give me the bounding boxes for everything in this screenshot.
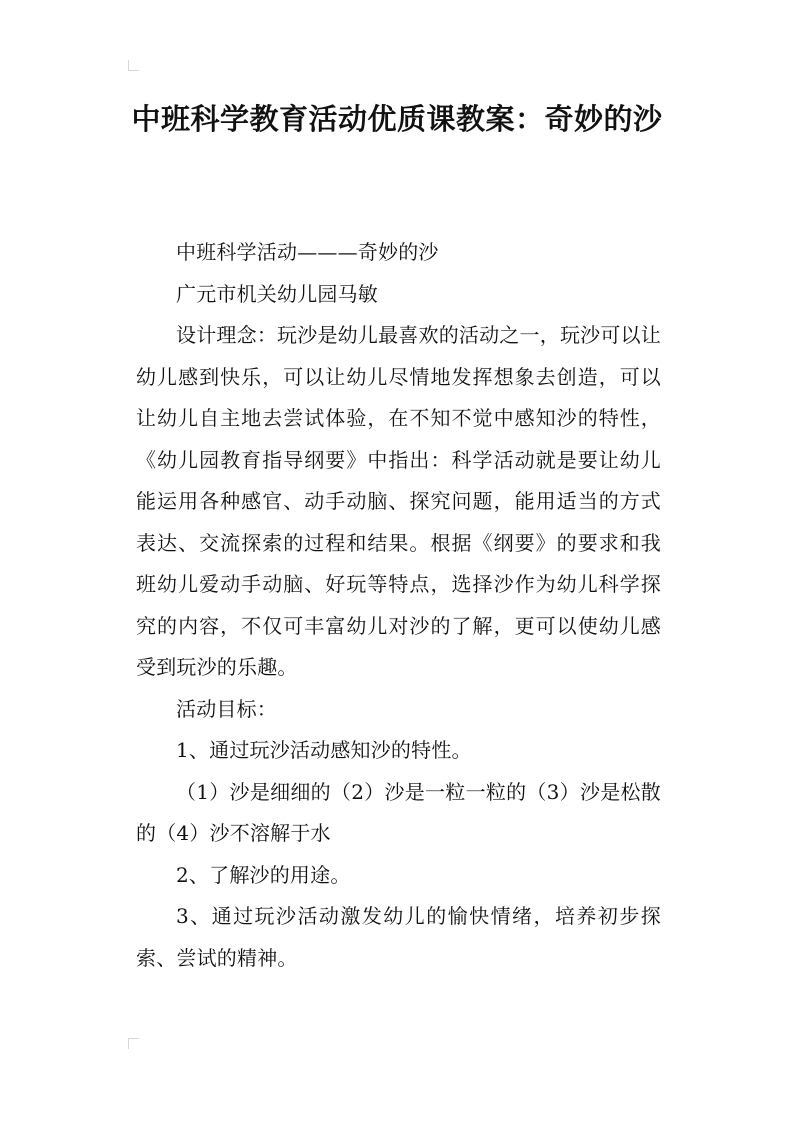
document-title: 中班科学教育活动优质课教案：奇妙的沙	[131, 102, 663, 136]
activity-heading: 中班科学活动———奇妙的沙	[176, 240, 439, 264]
crop-mark-top	[128, 60, 139, 71]
objectives-heading: 活动目标：	[176, 696, 277, 721]
objective-item-2: 2、了解沙的用途。	[176, 862, 351, 887]
objective-subitems: （1）沙是细细的（2）沙是一粒一粒的（3）沙是松散的（4）沙不溶解于水	[136, 779, 661, 845]
document-body	[136, 232, 661, 979]
design-concept-paragraph: 设计理念：玩沙是幼儿最喜欢的活动之一，玩沙可以让幼儿感到快乐，可以让幼儿尽情地发挥想象去创造，可以让幼儿自主地去尝试体验，在不知不觉中感知沙的特性，《幼儿园教育指导纲要》中指出：科学活动就是要让幼儿能运用各种感官、动手动脑、探究问题，能用适当的方式表达、交流探索的过程和结果。根据《纲要》的要求和我班幼儿爱动手动脑、好玩等特点，选择沙作为幼儿科学探究的内容，不仅可丰富幼儿对沙的了解，更可以使幼儿感受到玩沙的乐趣。	[136, 323, 661, 679]
objective-item-1: 1、通过玩沙活动感知沙的特性。	[176, 738, 472, 762]
crop-mark-bottom	[128, 1038, 139, 1049]
author-line: 广元市机关幼儿园马敏	[176, 281, 378, 306]
objective-item-3: 3、通过玩沙活动激发幼儿的愉快情绪，培养初步探索、尝试的精神。	[136, 904, 661, 970]
